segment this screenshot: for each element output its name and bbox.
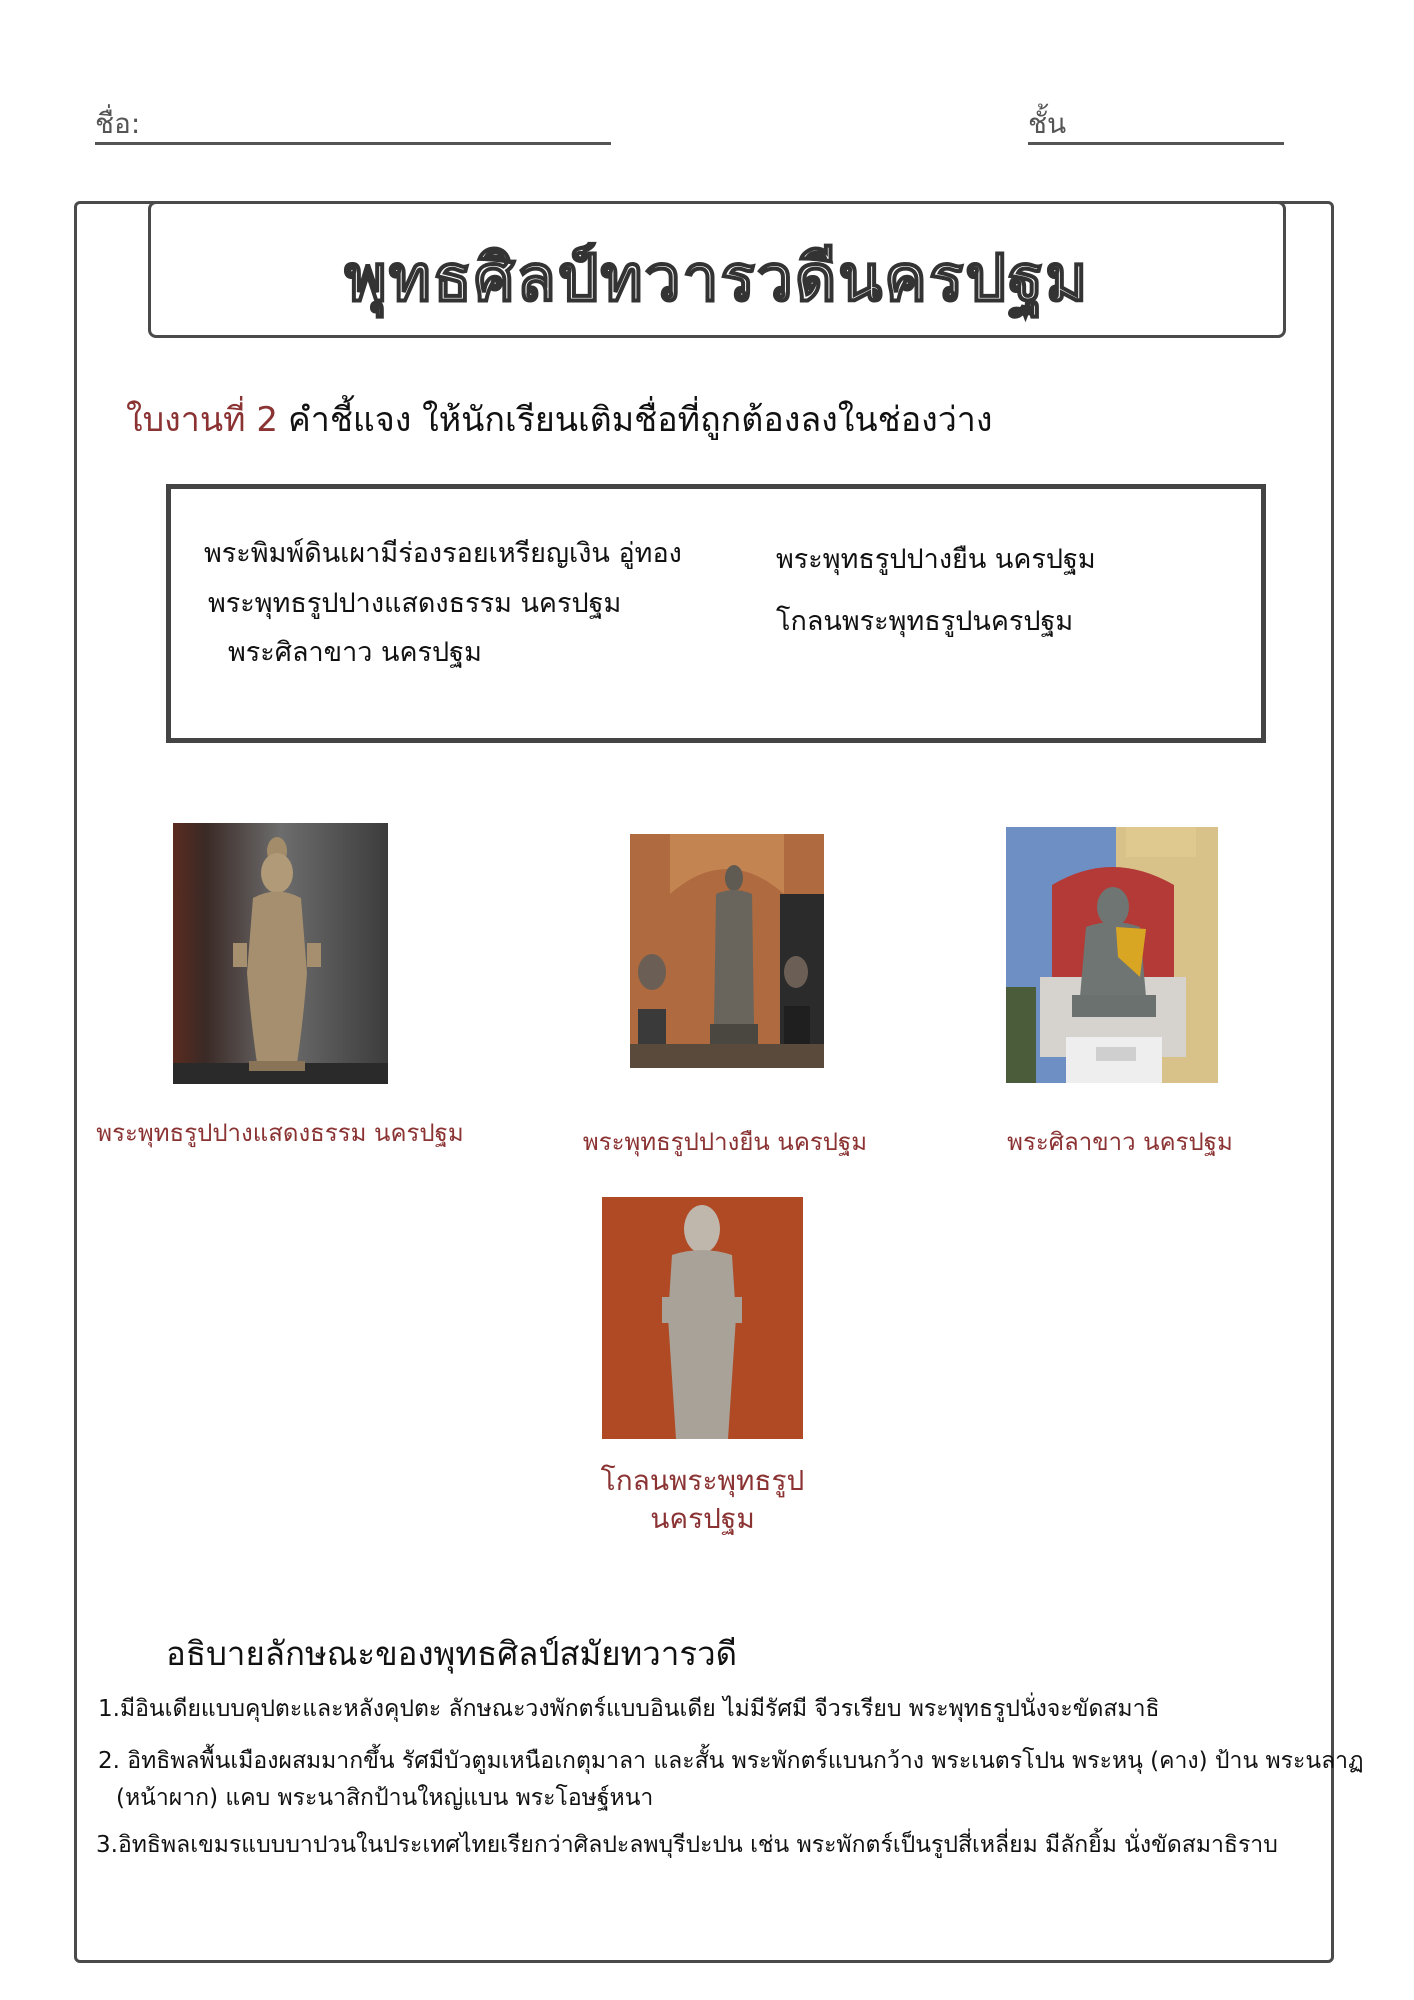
description-point: 1.มีอินเดียแบบคุปตะและหลังคุปตะ ลักษณะวงพักตร์แบบอินเดีย ไม่มีรัศมี จีวรเรียบ พระพุทธรูปนั่งจะขัดสมาธิ (98, 1696, 1160, 1722)
worksheet-label: ใบงานที่ 2 (126, 400, 278, 440)
photo-buddha-roughout (602, 1197, 803, 1439)
worksheet-instruction: คำชี้แจง ให้นักเรียนเติมชื่อที่ถูกต้องลงในช่องว่าง (288, 400, 993, 440)
word-bank-item: โกลนพระพุทธรูปนครปฐม (776, 606, 1074, 637)
word-bank-item: พระศิลาขาว นครปฐม (228, 637, 482, 668)
word-bank-item: พระพิมพ์ดินเผามีร่องรอยเหรียญเงิน อู่ทอง (204, 538, 682, 569)
photo-white-stone-buddha (1006, 827, 1218, 1083)
caption-line: โกลนพระพุทธรูป (600, 1464, 805, 1497)
photo-standing-buddha (630, 834, 824, 1068)
caption-buddha-roughout (570, 1462, 835, 1538)
caption-white-stone-buddha: พระศิลาขาว นครปฐม (1007, 1128, 1233, 1156)
description-point: (หน้าผาก) แคบ พระนาสิกป้านใหญ่แบน พระโอษฐ์หนา (116, 1785, 654, 1811)
section-heading: อธิบายลักษณะของพุทธศิลป์สมัยทวารวดี (166, 1634, 738, 1673)
page-title: พุทธศิลป์ทวารวดีนครปฐม (344, 241, 1090, 316)
class-field-line[interactable] (1028, 142, 1284, 145)
caption-preaching-buddha: พระพุทธรูปปางแสดงธรรม นครปฐม (96, 1119, 464, 1147)
photo-preaching-buddha (173, 823, 388, 1084)
description-point: 3.อิทธิพลเขมรแบบบาปวนในประเทศไทยเรียกว่าศิลปะลพบุรีปะปน เช่น พระพักตร์เป็นรูปสี่เหลี่ยม มีลักยิ้ม นั่งขัดสมาธิราบ (96, 1832, 1278, 1858)
word-bank-item: พระพุทธรูปปางแสดงธรรม นครปฐม (208, 588, 622, 619)
name-field-line[interactable] (95, 142, 611, 145)
name-label: ชื่อ: (95, 107, 141, 140)
caption-standing-buddha: พระพุทธรูปปางยืน นครปฐม (582, 1128, 868, 1156)
description-point: 2. อิทธิพลพื้นเมืองผสมมากขึ้น รัศมีบัวตูมเหนือเกตุมาลา และสั้น พระพักตร์แบนกว้าง พระเนตรโปน พระหนุ (คาง) ป้าน พระนลาฏ (98, 1748, 1364, 1774)
class-label: ชั้น (1028, 107, 1067, 140)
caption-line: นครปฐม (650, 1502, 755, 1535)
word-bank-item: พระพุทธรูปปางยืน นครปฐม (776, 544, 1096, 575)
